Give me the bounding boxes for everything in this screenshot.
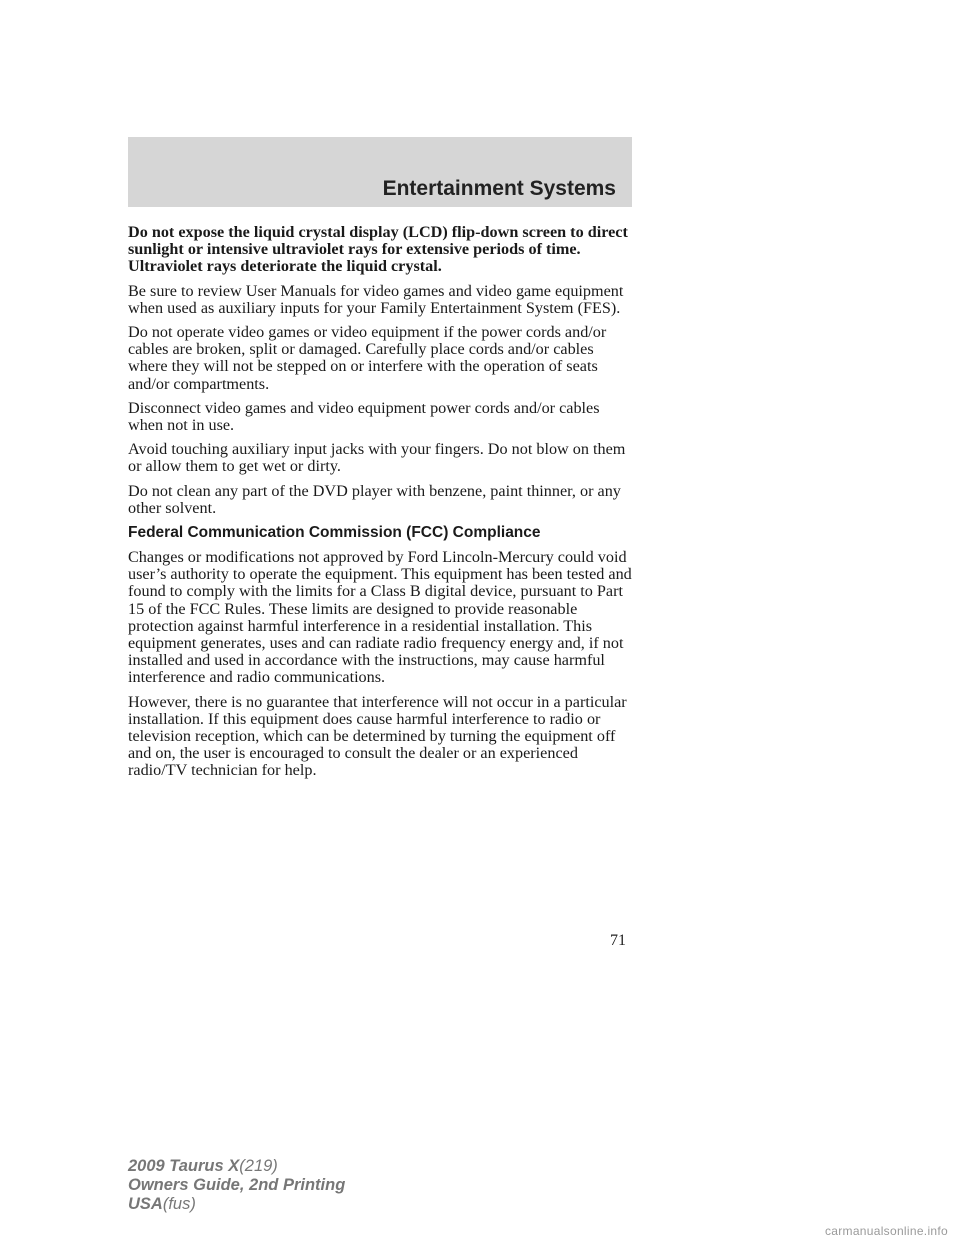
fcc-heading: Federal Communication Commission (FCC) Compliance — [128, 524, 541, 542]
footer-market: USA — [128, 1195, 163, 1213]
paragraph-cleaning: Do not clean any part of the DVD player with benzene, paint thinner, or any other solvent. — [128, 481, 621, 517]
footer-guide: Owners Guide, 2nd Printing — [128, 1176, 346, 1194]
paragraph-fcc-compliance: Changes or modifications not approved by Ford Lincoln-Mercury could void user’s authority to operate the equipment. This equipment has been tested and found to comply with the limits for a Class B digital device, pursuant to Part 15 of the FCC Rules. These limits are designed to provide reasonable protection against harmful interference in a residential installation. This equipment generates, uses and can radiate radio frequency energy and, if not installed and used in accordance with the instructions, may cause harmful interference and radio communications. — [128, 548, 632, 687]
paragraph-power-cords: Do not operate video games or video equipment if the power cords and/or cables are broken, split or damaged. Carefully place cords and/or cables where they will not be stepped on or interfere with the operation of seats and/or compartments. — [128, 323, 607, 393]
document-footer — [128, 1157, 345, 1214]
lcd-warning: Do not expose the liquid crystal display (LCD) flip-down screen to direct sunlight or intensive ultraviolet rays for extensive periods of time. Ultraviolet rays deteriorate the liquid crystal. — [128, 223, 628, 276]
paragraph-disconnect: Disconnect video games and video equipment power cords and/or cables when not in use. — [128, 398, 600, 435]
site-watermark[interactable]: carmanualsonline.info — [824, 1224, 948, 1238]
paragraph-user-manuals: Be sure to review User Manuals for video games and video game equipment when used as auxiliary inputs for your Family Entertainment System (FES). — [128, 281, 624, 317]
page-number: 71 — [610, 932, 626, 949]
footer-line-market — [128, 1195, 345, 1214]
paragraph-input-jacks: Avoid touching auxiliary input jacks with your fingers. Do not blow on them or allow them to get wet or dirty. — [128, 440, 626, 476]
section-title: Entertainment Systems — [382, 177, 616, 200]
page-content — [128, 224, 633, 787]
footer-model-code: (219) — [239, 1157, 278, 1175]
footer-market-code: (fus) — [162, 1195, 196, 1213]
footer-model: 2009 Taurus X — [128, 1157, 240, 1175]
paragraph-fcc-interference: However, there is no guarantee that interference will not occur in a particular installation. If this equipment does cause harmful interference to radio or television reception, which can be determined by turning the equipment off and on, the user is encouraged to consult the dealer or an experienced radio/TV technician for help. — [128, 692, 627, 780]
section-header-band — [128, 137, 632, 207]
footer-line-model — [128, 1157, 345, 1176]
